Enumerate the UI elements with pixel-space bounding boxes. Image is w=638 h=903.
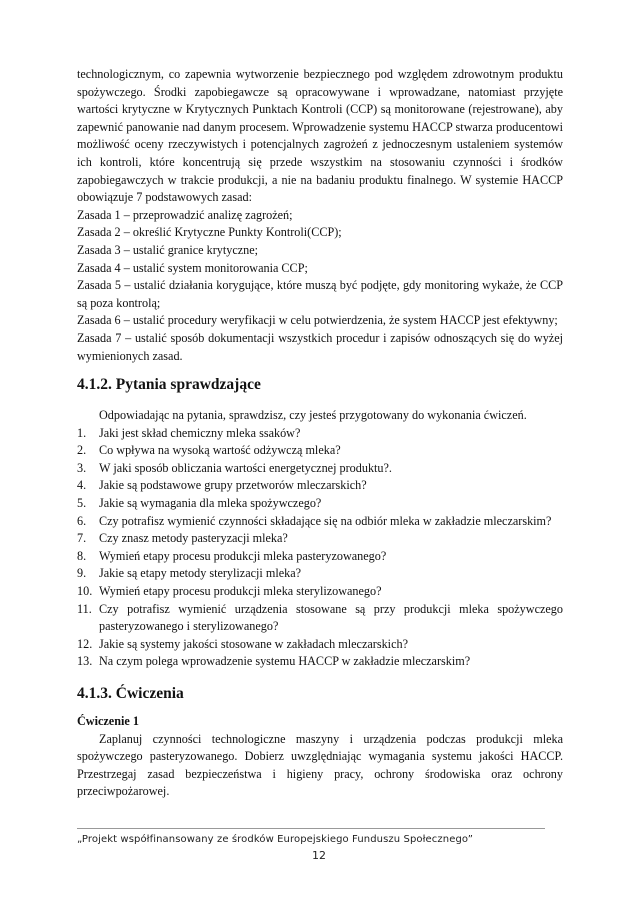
principle-5: Zasada 5 – ustalić działania korygujące, które muszą być podjęte, gdy monitoring wykaże, że CCP są poza kontrolą; bbox=[77, 278, 563, 310]
footer-project-note: „Projekt współfinansowany ze środków Europejskiego Funduszu Społecznego” bbox=[77, 834, 474, 845]
question-text: Jakie są etapy metody sterylizacji mleka? bbox=[99, 566, 302, 581]
list-item bbox=[77, 513, 563, 531]
principle-3: Zasada 3 – ustalić granice krytyczne; bbox=[77, 242, 259, 257]
list-item bbox=[77, 636, 563, 654]
footer-divider bbox=[77, 828, 545, 829]
list-item bbox=[77, 548, 563, 566]
question-text: Czy znasz metody pasteryzacji mleka? bbox=[99, 531, 288, 546]
questions-heading: 4.1.2. Pytania sprawdzające bbox=[77, 376, 261, 394]
page-number: 12 bbox=[312, 849, 326, 862]
question-text: Jakie są wymagania dla mleka spożywczego? bbox=[99, 496, 322, 511]
question-text: Jakie są systemy jakości stosowane w zakładach mleczarskich? bbox=[99, 636, 408, 651]
list-item bbox=[77, 460, 563, 478]
question-text: Wymień etapy procesu produkcji mleka sterylizowanego? bbox=[99, 584, 382, 599]
question-text: W jaki sposób obliczania wartości energetycznej produktu?. bbox=[99, 460, 392, 475]
exercises-heading: 4.1.3. Ćwiczenia bbox=[77, 685, 184, 702]
list-item bbox=[77, 477, 563, 495]
question-text: Jakie są podstawowe grupy przetworów mleczarskich? bbox=[99, 478, 367, 493]
question-number: 11. bbox=[77, 601, 92, 616]
question-text: Czy potrafisz wymienić czynności składające się na odbiór mleka w zakładzie mleczarskim? bbox=[99, 513, 552, 528]
principle-1: Zasada 1 – przeprowadzić analizę zagrożeń; bbox=[77, 207, 293, 222]
list-item bbox=[77, 565, 563, 583]
exercise-body: Zaplanuj czynności technologiczne maszyny i urządzenia podczas produkcji mleka spożywczego pasteryzowanego. Dobierz uwzględniając wymagania systemu jakości HACCP. Przestrzegaj zasad bezpieczeństwa i higieny pracy, ochrony środowiska oraz ochrony przeciwpożarowej. bbox=[77, 731, 563, 799]
principle-4: Zasada 4 – ustalić system monitorowania CCP; bbox=[77, 260, 308, 275]
question-number: 13. bbox=[77, 654, 93, 669]
principle-7: Zasada 7 – ustalić sposób dokumentacji wszystkich procedur i zapisów odnoszących się do wyżej wymienionych zasad. bbox=[77, 330, 563, 363]
question-text: Jaki jest skład chemiczny mleka ssaków? bbox=[99, 425, 301, 440]
question-number: 1. bbox=[77, 425, 87, 440]
list-item bbox=[77, 442, 563, 460]
list-item bbox=[77, 425, 563, 443]
exercise-title: Ćwiczenie 1 bbox=[77, 714, 139, 728]
principle-2: Zasada 2 – określić Krytyczne Punkty Kontroli(CCP); bbox=[77, 225, 342, 240]
questions-intro: Odpowiadając na pytania, sprawdzisz, czy jesteś przygotowany do wykonania ćwiczeń. bbox=[99, 408, 527, 423]
list-item bbox=[77, 495, 563, 513]
question-number: 5. bbox=[77, 496, 87, 511]
question-text: Czy potrafisz wymienić urządzenia stosowane są przy produkcji mleka spożywczego pasteryzowanego i sterylizowanego? bbox=[99, 601, 563, 634]
intro-paragraph: technologicznym, co zapewnia wytworzenie bezpiecznego pod względem zdrowotnym produktu spożywczego. Środki zapobiegawcze są opracowywane i wprowadzane, natomiast przyjęte wartości krytyczne w Krytycznych Punktach Kontroli (CCP) są monitorowane (rejestrowane), aby zapewnić panowanie nad danym procesem. Wprowadzenie systemu HACCP stwarza producentowi możliwość oceny rzeczywistych i potencjalnych zagrożeń z jednoczesnym ustaleniem systemów ich kontroli, które koncentrują się przede wszystkim na stosowaniu czynności i środków zapobiegawczych w trakcie produkcji, a nie na badaniu produktu finalnego. W systemie HACCP obowiązuje 7 podstawowych zasad: bbox=[77, 67, 563, 205]
list-item bbox=[77, 653, 563, 671]
question-text: Wymień etapy procesu produkcji mleka pasteryzowanego? bbox=[99, 548, 387, 563]
question-number: 4. bbox=[77, 478, 87, 493]
principle-6: Zasada 6 – ustalić procedury weryfikacji w celu potwierdzenia, że system HACCP jest efektywny; bbox=[77, 313, 558, 328]
question-text: Na czym polega wprowadzenie systemu HACCP w zakładzie mleczarskim? bbox=[99, 654, 471, 669]
question-number: 2. bbox=[77, 443, 87, 458]
question-number: 3. bbox=[77, 460, 87, 475]
list-item bbox=[77, 601, 563, 636]
page-content bbox=[77, 66, 563, 801]
question-text: Co wpływa na wysoką wartość odżywczą mleka? bbox=[99, 443, 341, 458]
list-item bbox=[77, 583, 563, 601]
question-number: 12. bbox=[77, 636, 93, 651]
question-number: 6. bbox=[77, 513, 87, 528]
questions-list bbox=[77, 425, 563, 671]
question-number: 7. bbox=[77, 531, 87, 546]
question-number: 10. bbox=[77, 584, 93, 599]
haccp-principles-list bbox=[77, 207, 563, 365]
list-item bbox=[77, 530, 563, 548]
question-number: 9. bbox=[77, 566, 87, 581]
question-number: 8. bbox=[77, 548, 87, 563]
